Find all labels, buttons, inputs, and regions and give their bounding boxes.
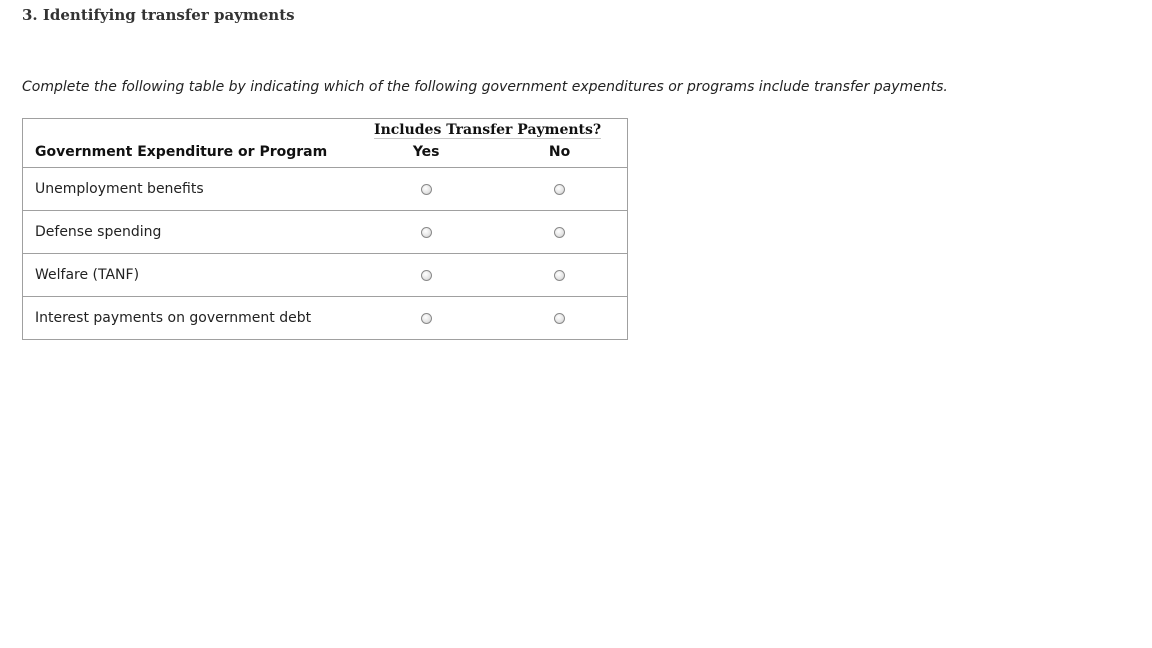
radio-cell-yes — [360, 254, 492, 297]
table-row — [23, 254, 628, 297]
radio-cell-no — [492, 254, 627, 297]
row-label-interest-payments: Interest payments on government debt — [35, 310, 312, 326]
defense-spending-no-radio[interactable] — [554, 227, 565, 238]
header-spacer — [23, 119, 361, 140]
column-header-yes: Yes — [360, 139, 492, 168]
table-row — [23, 211, 628, 254]
question-title: 3. Identifying transfer payments — [22, 6, 295, 24]
radio-cell-no — [492, 168, 627, 211]
group-header-label: Includes Transfer Payments? — [374, 122, 602, 138]
unemployment-benefits-yes-radio[interactable] — [421, 184, 432, 195]
table-row — [23, 168, 628, 211]
radio-cell-no — [492, 211, 627, 254]
row-label-welfare-tanf: Welfare (TANF) — [23, 254, 361, 297]
welfare-tanf-no-radio[interactable] — [554, 270, 565, 281]
welfare-tanf-yes-radio[interactable] — [421, 270, 432, 281]
defense-spending-yes-radio[interactable] — [421, 227, 432, 238]
transfer-payments-table — [22, 118, 628, 340]
column-header-no: No — [492, 139, 627, 168]
row-label-defense-spending: Defense spending — [23, 211, 361, 254]
radio-cell-yes — [360, 211, 492, 254]
instructions-text: Complete the following table by indicating which of the following government expenditures or programs include transfer payments. — [22, 79, 948, 95]
group-header — [360, 119, 627, 140]
column-header-program: Government Expenditure or Program — [23, 139, 361, 168]
unemployment-benefits-no-radio[interactable] — [554, 184, 565, 195]
radio-cell-yes — [360, 168, 492, 211]
interest-payments-no-radio[interactable] — [554, 313, 565, 324]
interest-payments-yes-radio[interactable] — [421, 313, 432, 324]
table-row — [23, 297, 628, 340]
row-label-unemployment-benefits: Unemployment benefits — [23, 168, 361, 211]
radio-cell-no — [492, 297, 627, 340]
radio-cell-yes — [360, 297, 492, 340]
